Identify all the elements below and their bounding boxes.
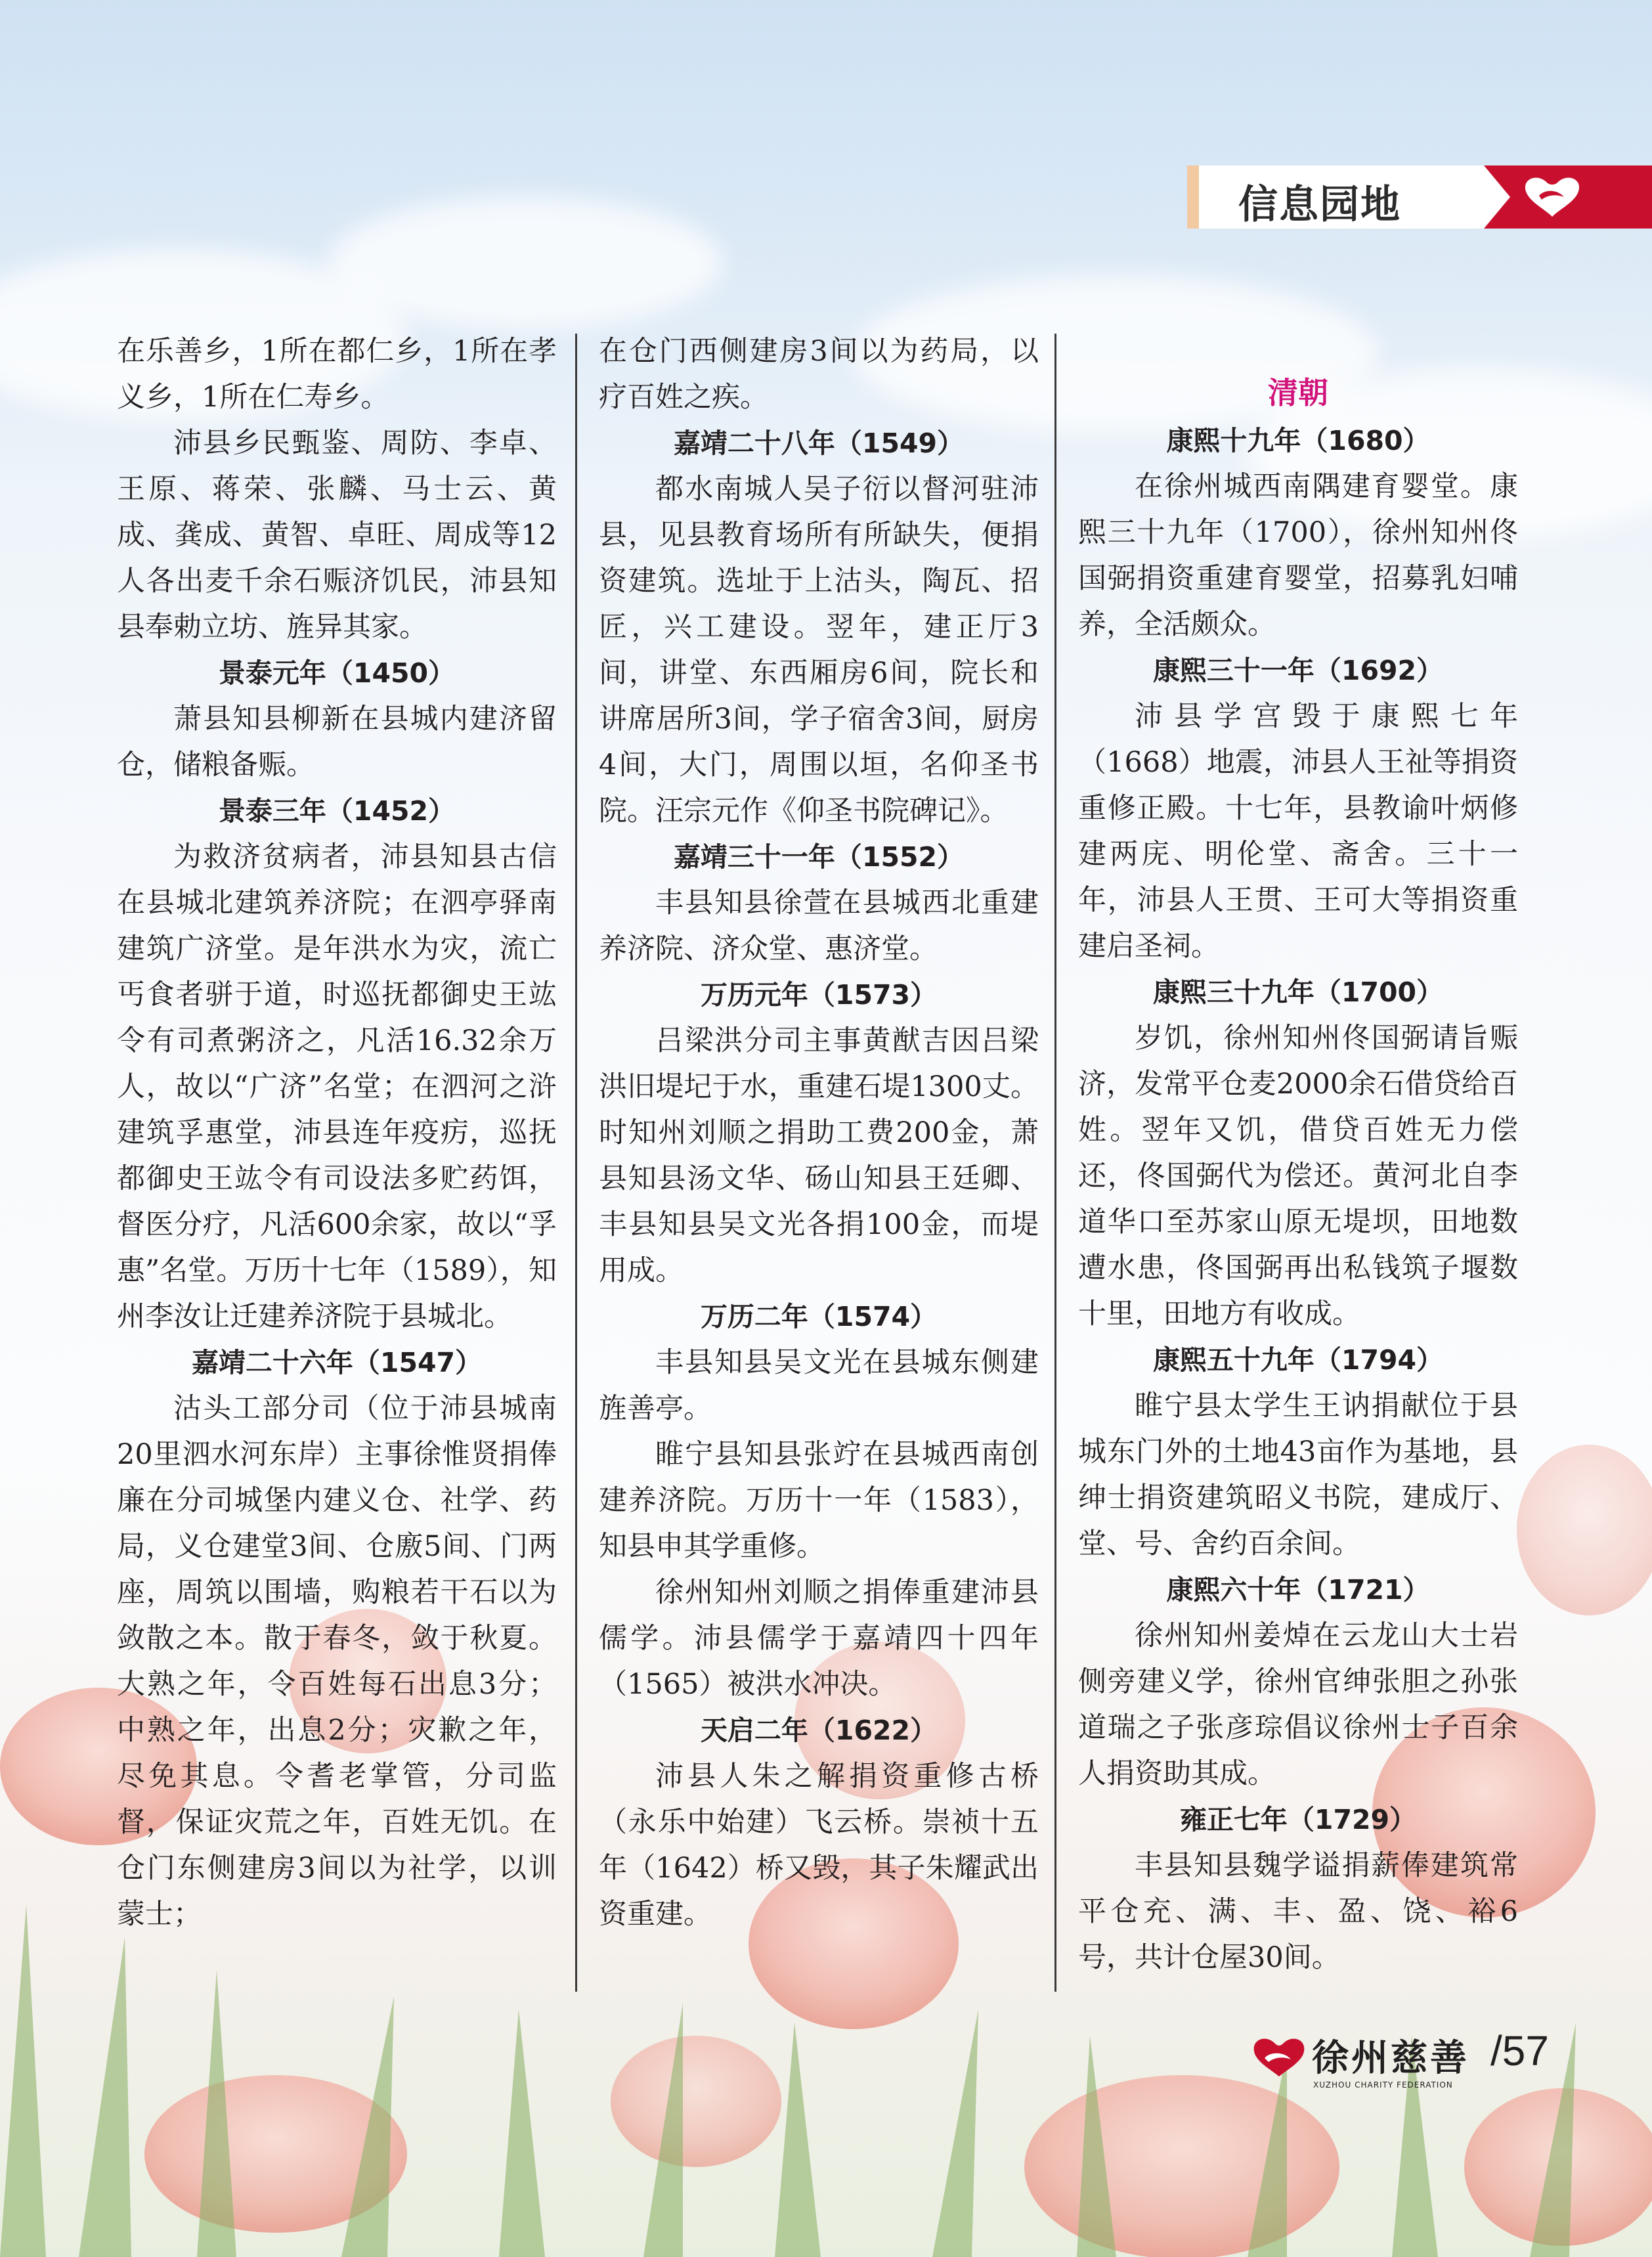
dynasty-heading: 清朝 bbox=[1268, 375, 1328, 410]
paragraph: 为救济贫病者，沛县知县古信在县城北建筑养济院；在泗亭驿南建筑广济堂。是年洪水为灾，流亡丐食者骈于道，时巡抚都御史王竑令有司煮粥济之，凡活16.32余万人，故以“广济”名堂；在泗河之浒建筑孚惠堂，沛县连年疫疠，巡抚都御史王竑令有司设法多贮药饵，督医分疗，凡活600余家，故以“孚惠”名堂。万历十七年（1589），知州李汝让迁建养济院于县城北。 bbox=[117, 841, 557, 1333]
year-heading: 万历元年（1573） bbox=[700, 979, 938, 1011]
article-column-2 bbox=[599, 328, 1039, 1937]
year-heading: 康熙六十年（1721） bbox=[1166, 1574, 1430, 1606]
year-heading: 景泰元年（1450） bbox=[218, 657, 456, 689]
article-column-3 bbox=[1078, 328, 1518, 1981]
year-heading: 嘉靖三十一年（1552） bbox=[673, 841, 965, 873]
paragraph: 吕梁洪分司主事黄猷吉因吕梁洪旧堤圮于水，重建石堤1300丈。时知州刘顺之捐助工费200金，萧县知县汤文华、砀山知县王廷卿、丰县知县吴文光各捐100金，而堤用成。 bbox=[599, 1024, 1039, 1287]
year-heading: 雍正七年（1729） bbox=[1179, 1804, 1417, 1835]
page-footer bbox=[1249, 2029, 1603, 2101]
year-heading: 康熙三十九年（1700） bbox=[1152, 976, 1444, 1008]
year-heading: 康熙五十九年（1794） bbox=[1152, 1344, 1444, 1376]
magazine-brand: 徐州慈善 bbox=[1312, 2036, 1469, 2080]
paragraph: 沛县学宫毁于康熙七年（1668）地震，沛县人王祉等捐资重修正殿。十七年，县教谕叶炳修建两庑、明伦堂、斋舍。三十一年，沛县人王贯、王可大等捐资重建启圣祠。 bbox=[1078, 700, 1518, 963]
tag-label-box bbox=[1199, 165, 1484, 229]
paragraph: 徐州知州姜焯在云龙山大士岩侧旁建义学，徐州官绅张胆之孙张道瑞之子张彦琮倡议徐州士子百余人捐资助其成。 bbox=[1078, 1619, 1518, 1790]
paragraph: 徐州知州刘顺之捐俸重建沛县儒学。沛县儒学于嘉靖四十四年（1565）被洪水冲决。 bbox=[599, 1576, 1039, 1701]
year-heading: 康熙三十一年（1692） bbox=[1152, 655, 1444, 686]
year-heading: 景泰三年（1452） bbox=[218, 795, 456, 827]
paragraph: 沽头工部分司（位于沛县城南20里泗水河东岸）主事徐惟贤捐俸廉在分司城堡内建义仓、社学、药局，义仓建堂3间、仓廒5间、门两座，周筑以围墙，购粮若干石以为敛散之本。散于春冬，敛于秋夏。大熟之年，令百姓每石出息3分；中熟之年，出息2分；灾歉之年，尽免其息。令耆老掌管，分司监督，保证灾荒之年，百姓无饥。在仓门东侧建房3间以为社学，以训蒙士； bbox=[117, 1392, 557, 1931]
paragraph: 丰县知县魏学谥捐薪俸建筑常平仓充、满、丰、盈、饶、裕6号，共计仓屋30间。 bbox=[1078, 1849, 1518, 1974]
paragraph: 沛县乡民甄鉴、周防、李卓、王原、蒋荣、张麟、马士云、黄成、龚成、黄智、卓旺、周成等12人各出麦千余石赈济饥民，沛县知县奉勅立坊、旌异其家。 bbox=[117, 427, 557, 644]
paragraph: 萧县知县柳新在县城内建济留仓，储粮备赈。 bbox=[117, 703, 557, 781]
paragraph: 都水南城人吴子衍以督河驻沛县，见县教育场所有所缺失，便捐资建筑。选址于上沽头，陶瓦、招匠，兴工建设。翌年，建正厅3间，讲堂、东西厢房6间，院长和讲席居所3间，学子宿舍3间，厨房4间，大门，周围以垣，名仰圣书院。汪宗元作《仰圣书院碑记》。 bbox=[599, 473, 1039, 827]
page-number: /57 bbox=[1490, 2027, 1549, 2074]
tag-accent-bar bbox=[1187, 165, 1199, 229]
paragraph: 在仓门西侧建房3间以为药局，以疗百姓之疾。 bbox=[599, 335, 1039, 414]
paragraph: 丰县知县吴文光在县城东侧建旌善亭。 bbox=[599, 1346, 1039, 1425]
paragraph: 在徐州城西南隅建育婴堂。康熙三十九年（1700），徐州知州佟国弼捐资重建育婴堂，招募乳妇哺养，全活颇众。 bbox=[1078, 470, 1518, 641]
magazine-brand-english: XUZHOU CHARITY FEDERATION bbox=[1313, 2080, 1453, 2090]
paragraph: 沛县人朱之解捐资重修古桥（永乐中始建）飞云桥。崇祯十五年（1642）桥又毁，其子朱耀武出资重建。 bbox=[599, 1760, 1039, 1931]
column-divider bbox=[575, 334, 577, 1992]
section-header-tag bbox=[1187, 165, 1652, 229]
heart-logo-icon bbox=[1484, 165, 1652, 229]
year-heading: 天启二年（1622） bbox=[700, 1715, 938, 1746]
year-heading: 嘉靖二十八年（1549） bbox=[673, 427, 965, 459]
year-heading: 康熙十九年（1680） bbox=[1166, 425, 1430, 456]
paragraph: 岁饥，徐州知州佟国弼请旨赈济，发常平仓麦2000余石借贷给百姓。翌年又饥，借贷百姓无力偿还，佟国弼代为偿还。黄河北自李道华口至苏家山原无堤坝，田地数遭水患，佟国弼再出私钱筑子堰数十里，田地方有收成。 bbox=[1078, 1022, 1518, 1330]
column-divider bbox=[1054, 334, 1056, 1992]
section-title: 信息园地 bbox=[1238, 182, 1401, 228]
tag-red-band bbox=[1484, 165, 1652, 229]
year-heading: 万历二年（1574） bbox=[700, 1301, 938, 1332]
paragraph: 在乐善乡，1所在都仁乡，1所在孝义乡，1所在仁寿乡。 bbox=[117, 335, 557, 414]
heart-logo-icon bbox=[1249, 2033, 1308, 2079]
year-heading: 嘉靖二十六年（1547） bbox=[191, 1347, 483, 1378]
paragraph: 睢宁县知县张竚在县城西南创建养济院。万历十一年（1583），知县申其学重修。 bbox=[599, 1438, 1039, 1563]
paragraph: 丰县知县徐萱在县城西北重建养济院、济众堂、惠济堂。 bbox=[599, 887, 1039, 965]
paragraph: 睢宁县太学生王讷捐献位于县城东门外的土地43亩作为基地，县绅士捐资建筑昭义书院，建成厅、堂、号、舍约百余间。 bbox=[1078, 1390, 1518, 1560]
article-column-1 bbox=[117, 328, 557, 1937]
